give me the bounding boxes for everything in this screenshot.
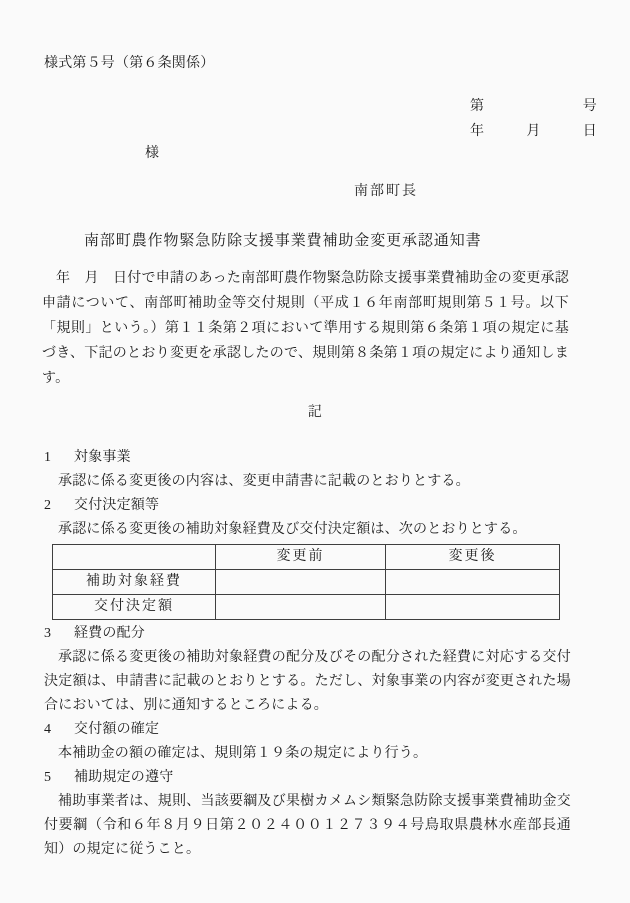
col-header-before: 変更前 (216, 545, 386, 570)
section-title: 交付額の確定 (74, 722, 160, 737)
section-body-4: 本補助金の額の確定は、規則第１９条の規定により行う。 (58, 746, 428, 761)
date-year-label: 年 (470, 124, 485, 139)
sender-title: 南部町長 (354, 184, 418, 199)
section-number: 1 (44, 450, 52, 465)
section-number: 4 (44, 722, 52, 737)
table-corner-cell (53, 545, 216, 570)
section-body-2: 承認に係る変更後の補助対象経費及び交付決定額は、次のとおりとする。 (58, 522, 527, 537)
section-number: 3 (44, 626, 52, 641)
cell-grant-after (386, 595, 560, 620)
col-header-after: 変更後 (386, 545, 560, 570)
section-number: 5 (44, 770, 52, 785)
table-row-subsidy-expenses (53, 570, 560, 595)
sections-list (44, 446, 571, 862)
issue-date-line (470, 119, 597, 144)
issue-number-suffix: 号 (582, 99, 597, 114)
section-body-5: 補助事業者は、規則、当該要綱及び果樹カメムシ類緊急防除支援事業費補助金交付要綱（令和６年８月９日第２０２４００１２７３９４号鳥取県農林水産部長通知）の規定に従うこと。 (44, 794, 571, 857)
document-title: 南部町農作物緊急防除支援事業費補助金変更承認通知書 (84, 233, 482, 249)
amount-comparison-table (52, 544, 560, 620)
section-heading-2 (44, 494, 571, 518)
date-day-label: 日 (582, 124, 597, 139)
section-title: 対象事業 (74, 450, 131, 465)
section-heading-4 (44, 718, 571, 742)
section-heading-3 (44, 622, 571, 646)
section-heading-1 (44, 446, 571, 470)
row-label-subsidy-expenses: 補助対象経費 (53, 570, 216, 595)
issue-number-block (470, 94, 597, 144)
form-number-label: 様式第５号（第６条関係） (44, 56, 215, 71)
cell-expenses-before (216, 570, 386, 595)
section-number: 2 (44, 498, 52, 513)
section-title: 交付決定額等 (74, 498, 160, 513)
section-heading-5 (44, 766, 571, 790)
addressee-honorific: 様 (145, 146, 160, 161)
cell-grant-before (216, 595, 386, 620)
row-label-grant-amount: 交付決定額 (53, 595, 216, 620)
date-month-label: 月 (526, 124, 541, 139)
cell-expenses-after (386, 570, 560, 595)
section-title: 補助規定の遵守 (74, 770, 174, 785)
section-body-3: 承認に係る変更後の補助対象経費の配分及びその配分された経費に対応する交付決定額は、申請書に記載のとおりとする。ただし、対象事業の内容が変更された場合においては、別に通知するところによる。 (44, 650, 571, 713)
section-title: 経費の配分 (74, 626, 145, 641)
section-body-1: 承認に係る変更後の内容は、変更申請書に記載のとおりとする。 (58, 474, 470, 489)
issue-number-line (470, 94, 597, 119)
record-marker: 記 (307, 405, 323, 420)
main-body-paragraph: 年 月 日付で申請のあった南部町農作物緊急防除支援事業費補助金の変更承認申請について、南部町補助金等交付規則（平成１６年南部町規則第５１号。以下「規則」という。）第１１条第２項において準用する規則第６条第１項の規定に基づき、下記のとおり変更を承認したので、規則第８条第１項の規定により通知します。 (42, 271, 569, 386)
table-row-grant-amount (53, 595, 560, 620)
issue-number-prefix: 第 (470, 99, 485, 114)
table-header-row (53, 545, 560, 570)
